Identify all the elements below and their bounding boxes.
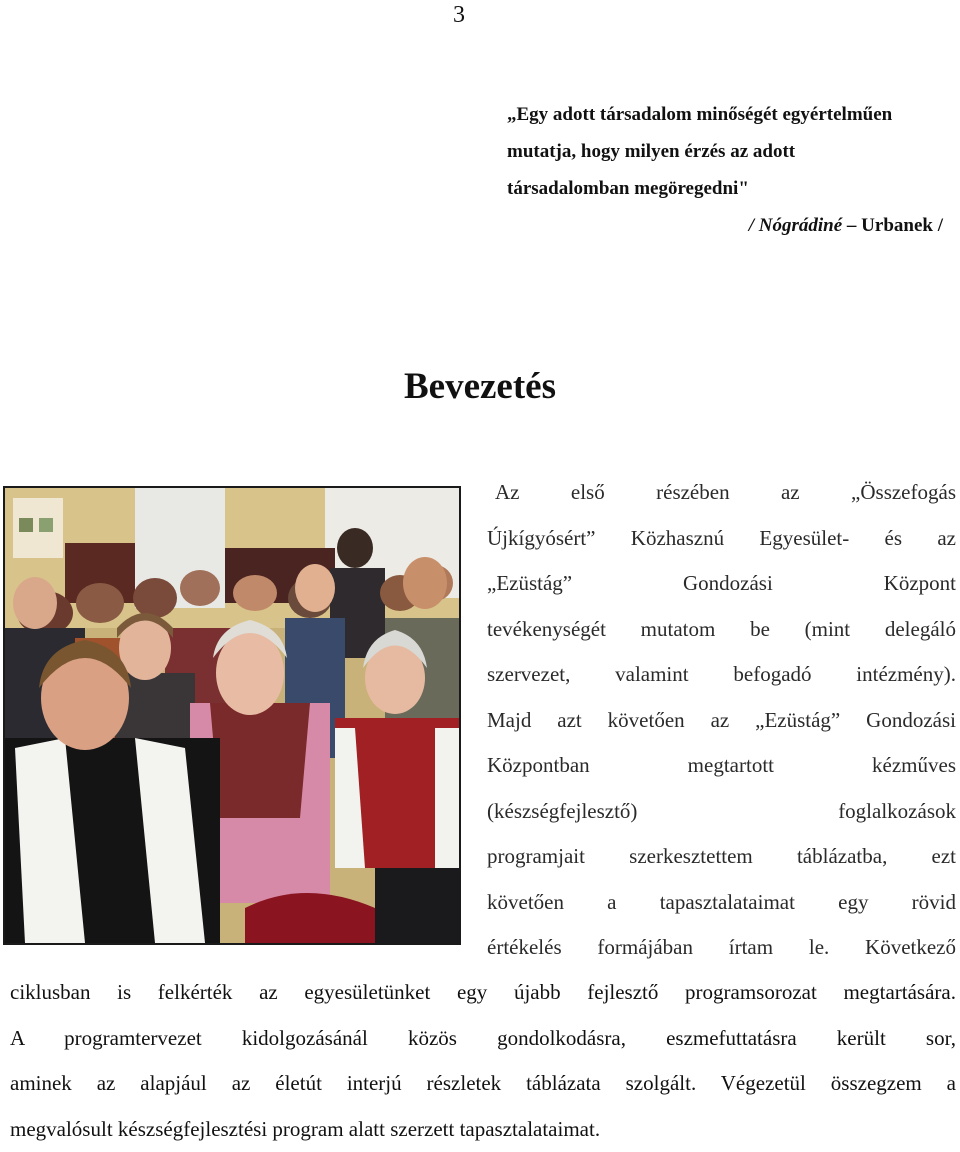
intro-paragraph-wrapped xyxy=(487,470,956,971)
motto-author-surname: – Urbanek / xyxy=(842,215,943,236)
text-line: aminek az alapjául az életút interjú részletek táblázata szolgált. Végezetül összegzem a xyxy=(10,1061,956,1107)
motto-author xyxy=(507,207,957,244)
motto-line: mutatja, hogy milyen érzés az adott xyxy=(507,133,957,170)
text-line: Az első részében az „Összefogás xyxy=(487,470,956,516)
text-line: megvalósult készségfejlesztési program alatt szerzett tapasztalataimat. xyxy=(10,1107,956,1152)
motto-author-name: / Nógrádiné xyxy=(749,215,842,236)
photo-illustration xyxy=(5,488,459,943)
motto-line: „Egy adott társadalom minőségét egyértelműen xyxy=(507,96,957,133)
intro-paragraph-full xyxy=(10,970,956,1152)
page-number: 3 xyxy=(444,0,474,30)
photo-audience xyxy=(3,486,461,945)
motto-quote xyxy=(507,96,957,244)
text-line: Központban megtartott kézműves xyxy=(487,743,956,789)
text-line: tevékenységét mutatom be (mint delegáló xyxy=(487,607,956,653)
text-line: Újkígyósért” Közhasznú Egyesület- és az xyxy=(487,516,956,562)
text-line: szervezet, valamint befogadó intézmény). xyxy=(487,652,956,698)
text-line: követően a tapasztalataimat egy rövid xyxy=(487,880,956,926)
text-line: A programtervezet kidolgozásánál közös gondolkodásra, eszmefuttatásra került sor, xyxy=(10,1016,956,1062)
text-line: ciklusban is felkérték az egyesületünket egy újabb fejlesztő programsorozat megtartására. xyxy=(10,970,956,1016)
motto-line: társadalomban megöregedni" xyxy=(507,170,957,207)
text-line: értékelés formájában írtam le. Következő xyxy=(487,925,956,971)
section-heading: Bevezetés xyxy=(0,362,960,412)
text-line: programjait szerkesztettem táblázatba, ezt xyxy=(487,834,956,880)
text-line: „Ezüstág” Gondozási Központ xyxy=(487,561,956,607)
text-line: (készségfejlesztő) foglalkozások xyxy=(487,789,956,835)
text-line: Majd azt követően az „Ezüstág” Gondozási xyxy=(487,698,956,744)
